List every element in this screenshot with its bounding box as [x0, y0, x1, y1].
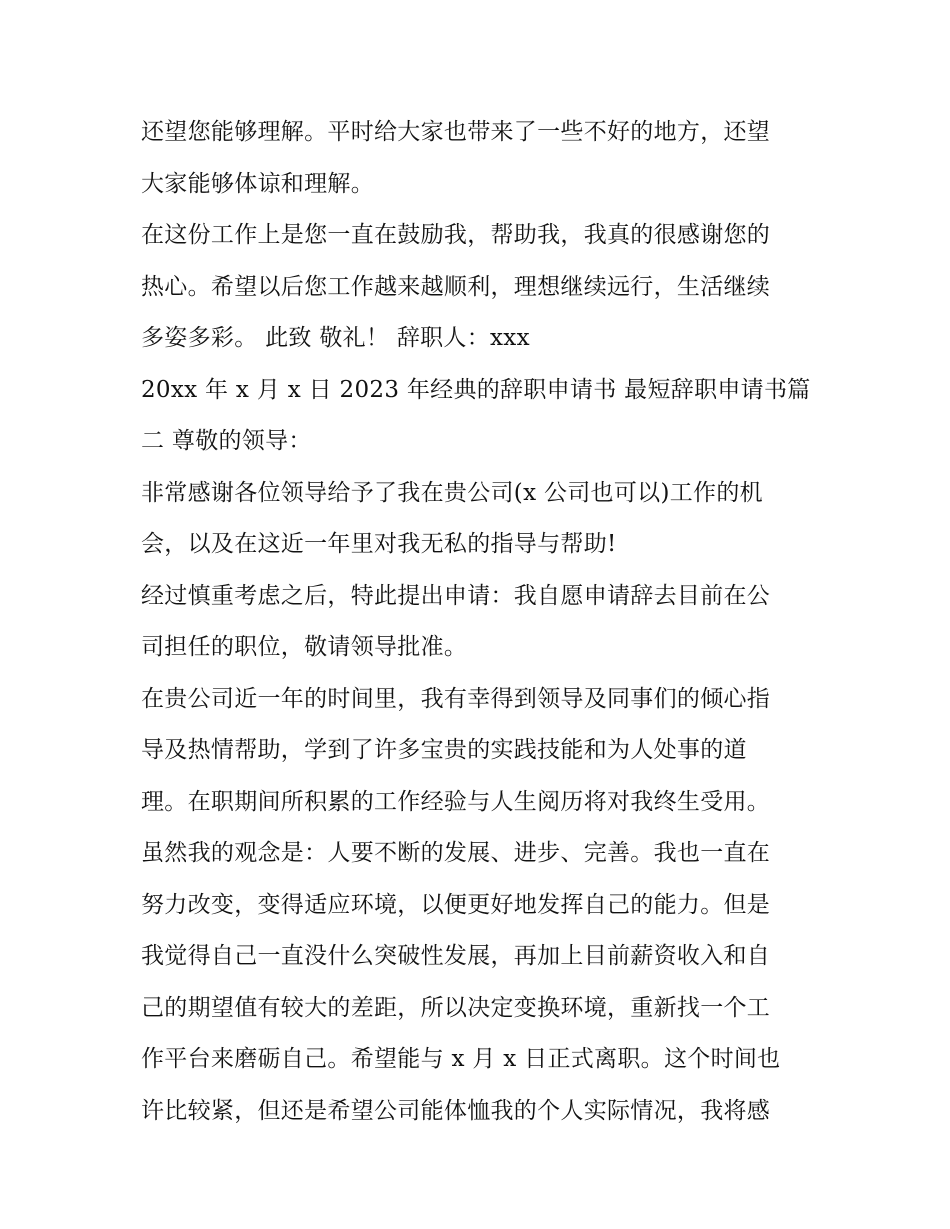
text-line: 还望您能够理解。平时给大家也带来了一些不好的地方，还望	[141, 119, 771, 145]
text-line: 20xx 年 x 月 x 日 2023 年经典的辞职申请书 最短辞职申请书篇	[141, 376, 811, 403]
text-line: 虽然我的观念是：人要不断的发展、进步、完善。我也一直在	[141, 840, 771, 866]
text-line: 非常感谢各位领导给予了我在贵公司(x 公司也可以)工作的机	[141, 479, 763, 506]
text-line: 二 尊敬的领导：	[141, 428, 312, 454]
text-line: 在这份工作上是您一直在鼓励我，帮助我，我真的很感谢您的	[141, 222, 771, 248]
text-line: 理。在职期间所积累的工作经验与人生阅历将对我终生受用。	[141, 788, 771, 815]
text-line: 司担任的职位，敬请领导批准。	[141, 634, 468, 660]
document-body	[141, 107, 821, 1137]
text-line: 己的期望值有较大的差距，所以决定变换环境，重新找一个工	[141, 994, 771, 1021]
text-line: 经过慎重考虑之后，特此提出申请：我自愿申请辞去目前在公	[141, 582, 771, 609]
text-line: 许比较紧，但还是希望公司能体恤我的个人实际情况，我将感	[141, 1097, 771, 1124]
text-line: 在贵公司近一年的时间里，我有幸得到领导及同事们的倾心指	[141, 685, 771, 712]
text-line: 作平台来磨砺自己。希望能与 x 月 x 日正式离职。这个时间也	[141, 1046, 781, 1072]
text-line: 热心。希望以后您工作越来越顺利，理想继续远行，生活继续	[141, 273, 771, 300]
text-line: 多姿多彩。 此致 敬礼！ 辞职人：xxx	[141, 325, 530, 351]
text-line: 努力改变，变得适应环境，以便更好地发挥自己的能力。但是	[141, 891, 771, 918]
text-line: 大家能够体谅和理解。	[141, 170, 374, 197]
text-line: 我觉得自己一直没什么突破性发展，再加上目前薪资收入和自	[141, 943, 771, 969]
text-line: 导及热情帮助，学到了许多宝贵的实践技能和为人处事的道	[141, 737, 747, 763]
text-line: 会，以及在这近一年里对我无私的指导与帮助!	[141, 531, 617, 557]
